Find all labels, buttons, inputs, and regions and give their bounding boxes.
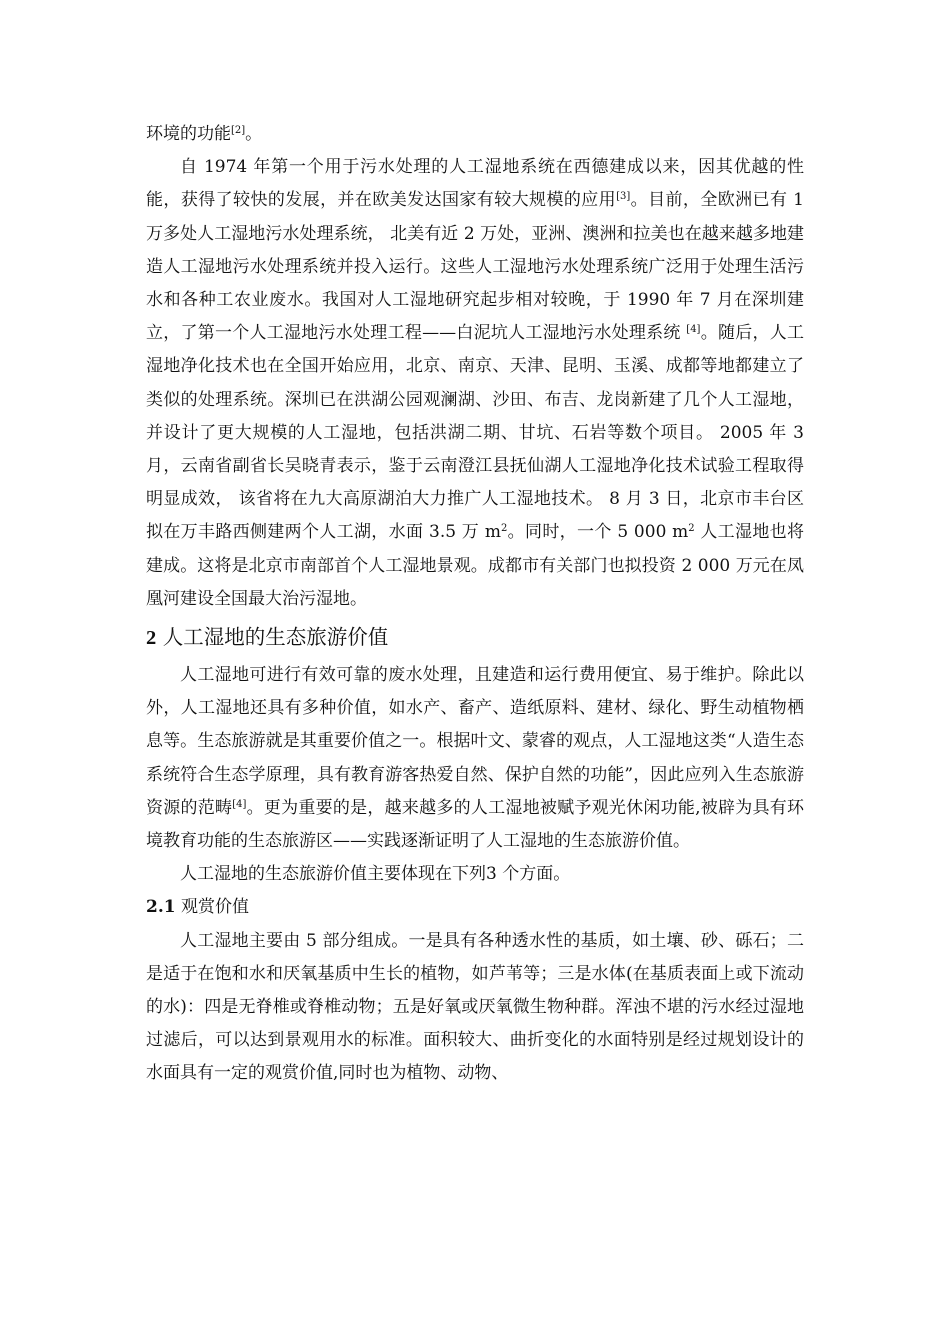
document-page [146, 118, 804, 1091]
section-number: 2 [146, 627, 157, 650]
paragraph-three-aspects [146, 858, 804, 891]
section-title: 人工湿地的生态旅游价值 [156, 625, 389, 650]
paragraph-text: 环境的功能 [146, 124, 231, 144]
paragraph-text: 人工湿地也将建成。这将是北京市南部首个人工湿地景观。成都市有关部门也拟投资 2 000 万元在凤凰河建设全国最大治污湿地。 [146, 522, 804, 609]
citation-ref: [4] [232, 798, 247, 810]
subsection-heading [146, 891, 804, 924]
citation-ref: [4] [686, 324, 701, 336]
paragraph-text: 人工湿地可进行有效可靠的废水处理，且建造和运行费用便宜、易于维护。除此以外，人工湿地还具有多种价值，如水产、畜产、造纸原料、建材、绿化、野生动植物栖息等。生态旅游就是其重要价值之一。根据叶文、蒙睿的观点，人工湿地这类“人造生态系统符合生态学原理，具有教育游客热爱自然、保护自然的功能”，因此应列入生态旅游资源的范畴 [146, 665, 804, 818]
superscript: 2 [500, 523, 508, 535]
subsection-title: 观赏价值 [175, 897, 249, 918]
paragraph-wetland-history [146, 151, 804, 616]
paragraph-text: 自 1974 年第一个用于污水处理的人工湿地系统在西德建成以来，因其优越的性能，获得了较快的发展，并在欧美发达国家有较大规模的应用 [146, 157, 804, 211]
citation-ref: [3] [616, 191, 631, 203]
paragraph-text: 。 [245, 124, 263, 144]
paragraph-ornamental-value [146, 925, 804, 1091]
subsection-number: 2.1 [146, 897, 176, 918]
paragraph-text: 。同时，一个 5 000 m [507, 522, 689, 543]
paragraph-text: 。更为重要的是，越来越多的人工湿地被赋予观光休闲功能,被辟为具有环境教育功能的生态旅游区——实践逐渐证明了人工湿地的生态旅游价值。 [146, 797, 805, 852]
superscript: 2 [688, 523, 695, 535]
section-heading [146, 620, 804, 655]
paragraph-text: 人工湿地的生态旅游价值主要体现在下列3 个方面。 [180, 864, 571, 885]
paragraph-text: 。目前，全欧洲已有 1 万多处人工湿地污水处理系统， 北美有近 2 万处，亚洲、澳洲和拉美也在越来越多地建造人工湿地污水处理系统并投入运行。这些人工湿地污水处理系统广泛用于处理生活污水和各种工农业废水。我国对人工湿地研究起步相对较晚，于 1990 年 7 月在深圳建立，了第一个人工湿地污水处理工程——白泥坑人工湿地污水处理系统 [146, 190, 804, 344]
paragraph-ecotourism-value [146, 659, 804, 858]
paragraph-text: 人工湿地主要由 5 部分组成。一是具有各种透水性的基质，如土壤、砂、砾石；二是适于在饱和水和厌氧基质中生长的植物，如芦苇等；三是水体(在基质表面上或下流动的水)：四是无脊椎或脊椎动物；五是好氧或厌氧微生物种群。浑浊不堪的污水经过湿地过滤后，可以达到景观用水的标准。面积较大、曲折变化的水面特别是经过规划设计的水面具有一定的观赏价值,同时也为植物、动物、 [146, 930, 804, 1084]
paragraph-continued [146, 118, 804, 151]
paragraph-text: 。随后，人工湿地净化技术也在全国开始应用，北京、南京、天津、昆明、玉溪、成都等地都建立了类似的处理系统。深圳已在洪湖公园观澜湖、沙田、布吉、龙岗新建了几个人工湿地，并设计了更大规模的人工湿地，包括洪湖二期、甘坑、石岩等数个项目。 2005 年 3 月，云南省副省长吴晓青表示，鉴于云南澄江县抚仙湖人工湿地净化技术试验工程取得明显成效， 该省将在九大高原湖泊大力推广人工湿地技术。 8 月 3 日，北京市丰台区拟在万丰路西侧建两个人工湖，水面 3.5 万 m [146, 323, 804, 543]
citation-ref: [2] [231, 125, 246, 136]
